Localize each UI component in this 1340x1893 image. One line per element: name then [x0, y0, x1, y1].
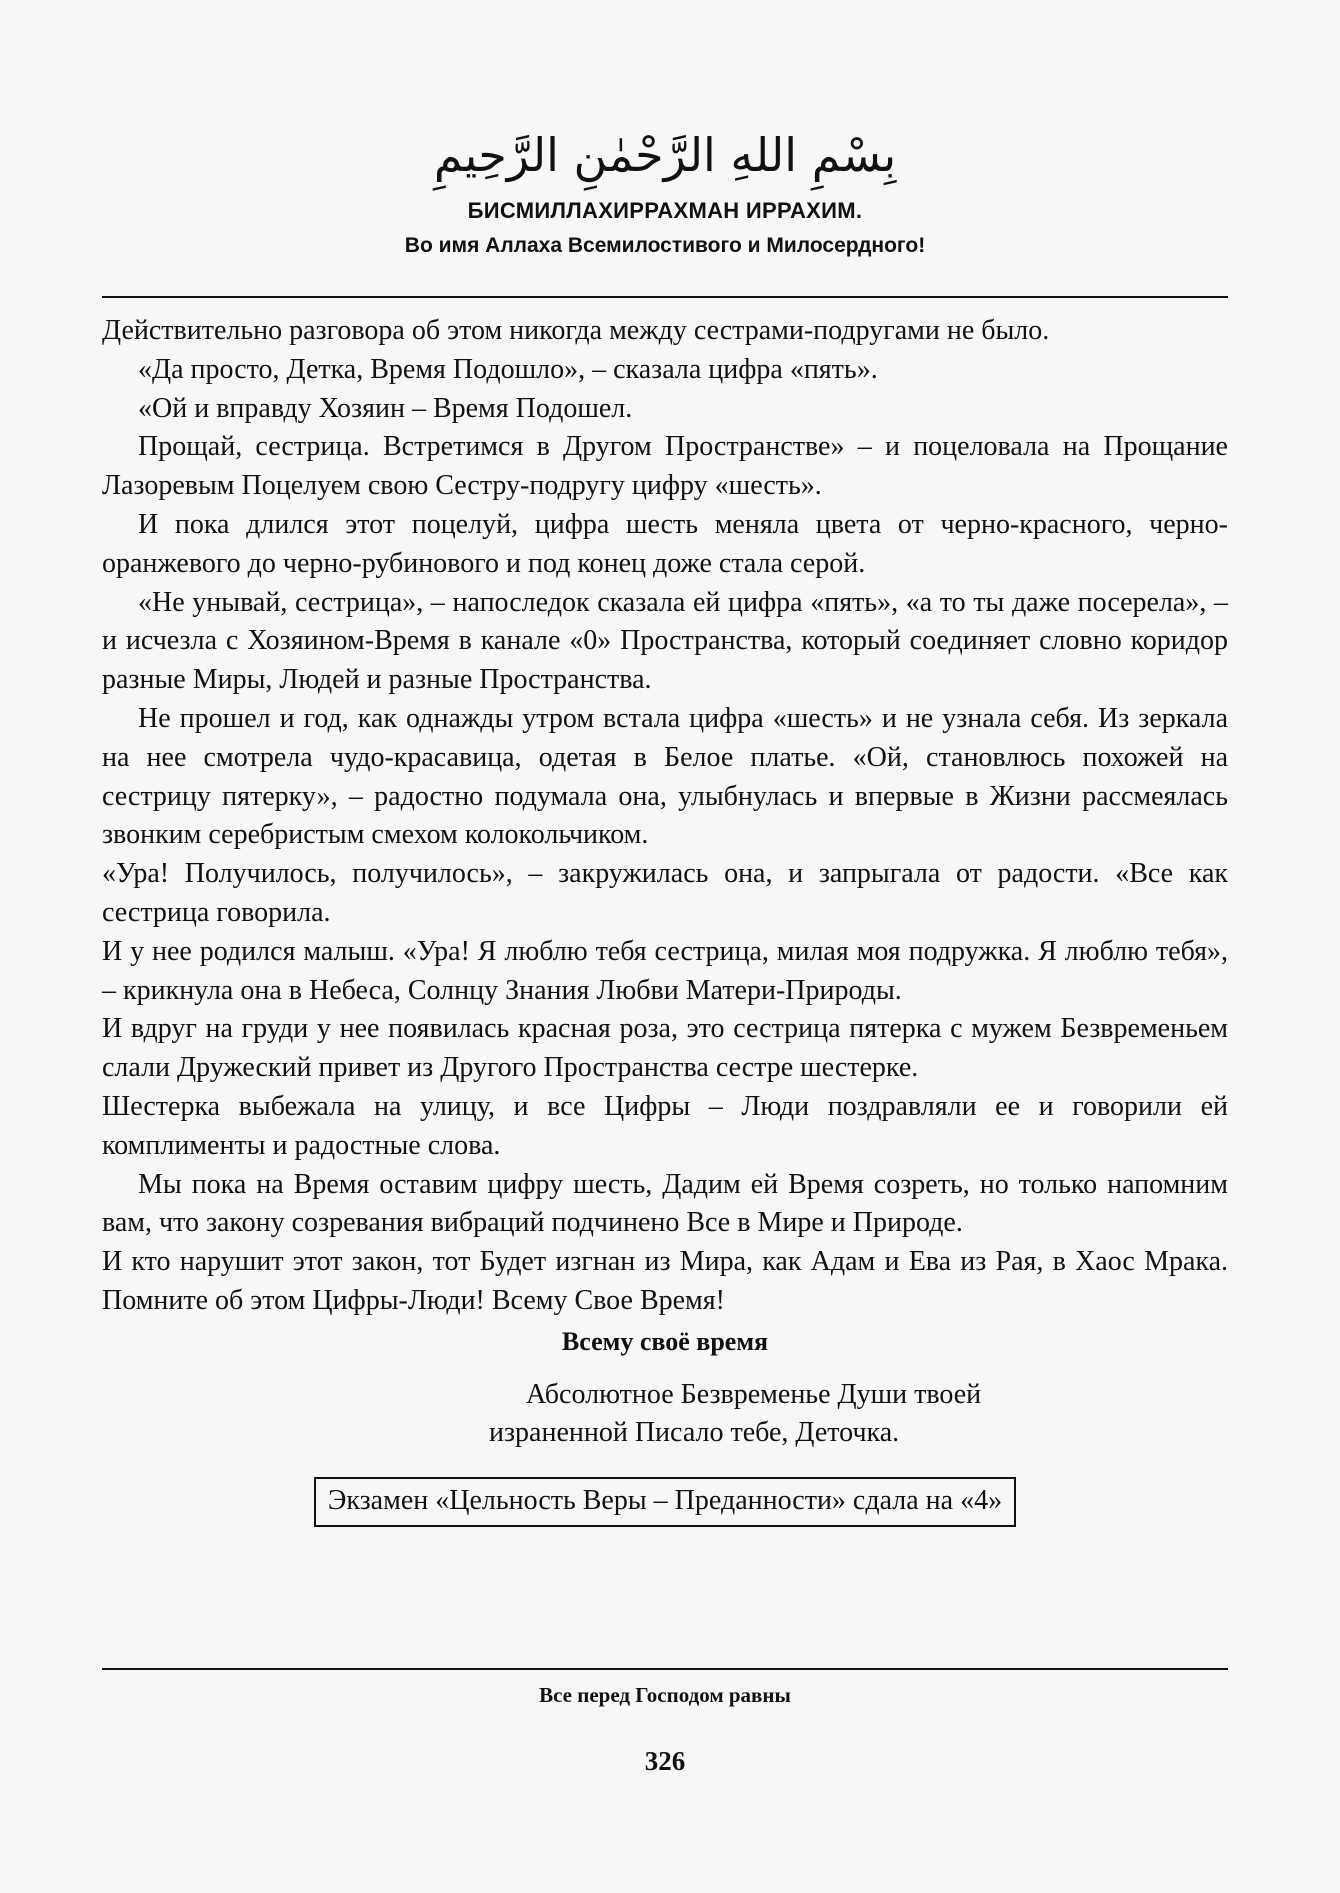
footer-divider	[102, 1668, 1228, 1670]
exam-note-box: Экзамен «Цельность Веры – Преданности» сдала на «4»	[314, 1477, 1016, 1527]
basmala-calligraphy: بِسْمِ اللهِ الرَّحْمٰنِ الرَّحِيمِ	[433, 128, 897, 182]
page-number: 326	[644, 1746, 686, 1776]
paragraph: И вдруг на груди у нее появилась красная роза, это сестрица пятерка с мужем Безвременьем слали Дружеский привет из Другого Пространства сестре шестерке.	[102, 1013, 1228, 1084]
paragraph: «Ой и вправду Хозяин – Время Подошел.	[138, 392, 633, 424]
header-divider	[102, 296, 1228, 298]
paragraph: И кто нарушит этот закон, тот Будет изгнан из Мира, как Адам и Ева из Рая, в Хаос Мрака. Помните об этом Цифры-Люди! Всему Свое Время!	[102, 1246, 1228, 1316]
paragraph: Шестерка выбежала на улицу, и все Цифры – Люди поздравляли ее и говорили ей комплименты и радостные слова.	[102, 1090, 1228, 1161]
signature-line: Абсолютное Безвременье Души твоей	[526, 1378, 982, 1410]
page-header	[100, 120, 1230, 258]
exam-note-wrapper	[102, 1477, 1228, 1527]
paragraph: «Да просто, Детка, Время Подошло», – сказала цифра «пять».	[138, 353, 878, 385]
signature-line: израненной Писало тебе, Деточка.	[489, 1417, 900, 1449]
main-text	[102, 312, 1228, 1527]
paragraph: Не прошел и год, как однажды утром встала цифра «шесть» и не узнала себя. Из зеркала на нее смотрела чудо-красавица, одетая в Белое платье. «Ой, становлюсь похожей на сестрицу пятерку», – радостно подумала она, улыбнулась и впервые в Жизни рассмеялась звонким серебристым смехом колокольчиком.	[102, 702, 1228, 851]
paragraph: И у нее родился малыш. «Ура! Я люблю тебя сестрица, милая моя подружка. Я люблю тебя», – крикнула она в Небеса, Солнцу Знания Любви Матери-Природы.	[102, 935, 1228, 1006]
paragraph: «Ура! Получилось, получилось», – закружилась она, и запрыгала от радости. «Все как сестрица говорила.	[102, 858, 1228, 928]
running-footer: Все перед Господом равны	[539, 1683, 791, 1707]
paragraph: «Не унывай, сестрица», – напоследок сказала ей цифра «пять», «а то ты даже посерела», – и исчезла с Хозяином-Время в канале «0» Пространства, который соединяет словно коридор разные Миры, Людей и разные Пространства.	[102, 586, 1228, 696]
paragraph: И пока длился этот поцелуй, цифра шесть меняла цвета от черно-красного, черно-оранжевого до черно-рубинового и под конец доже стала серой.	[102, 508, 1228, 579]
paragraph: Действительно разговора об этом никогда между сестрами-подругами не было.	[102, 315, 1050, 346]
basmala-transliteration: БИСМИЛЛАХИРРАХМАН ИРРАХИМ.	[467, 198, 863, 223]
closing-title: Всему своё время	[561, 1326, 769, 1356]
paragraph: Прощай, сестрица. Встретимся в Другом Пространстве» – и поцеловала на Прощание Лазоревым Поцелуем свою Сестру-подругу цифру «шесть».	[102, 431, 1228, 502]
paragraph: Мы пока на Время оставим цифру шесть, Дадим ей Время созреть, но только напомним вам, что закону созревания вибраций подчинено Все в Мире и Природе.	[102, 1168, 1228, 1239]
basmala-meaning: Во имя Аллаха Всемилостивого и Милосердного!	[404, 234, 926, 257]
